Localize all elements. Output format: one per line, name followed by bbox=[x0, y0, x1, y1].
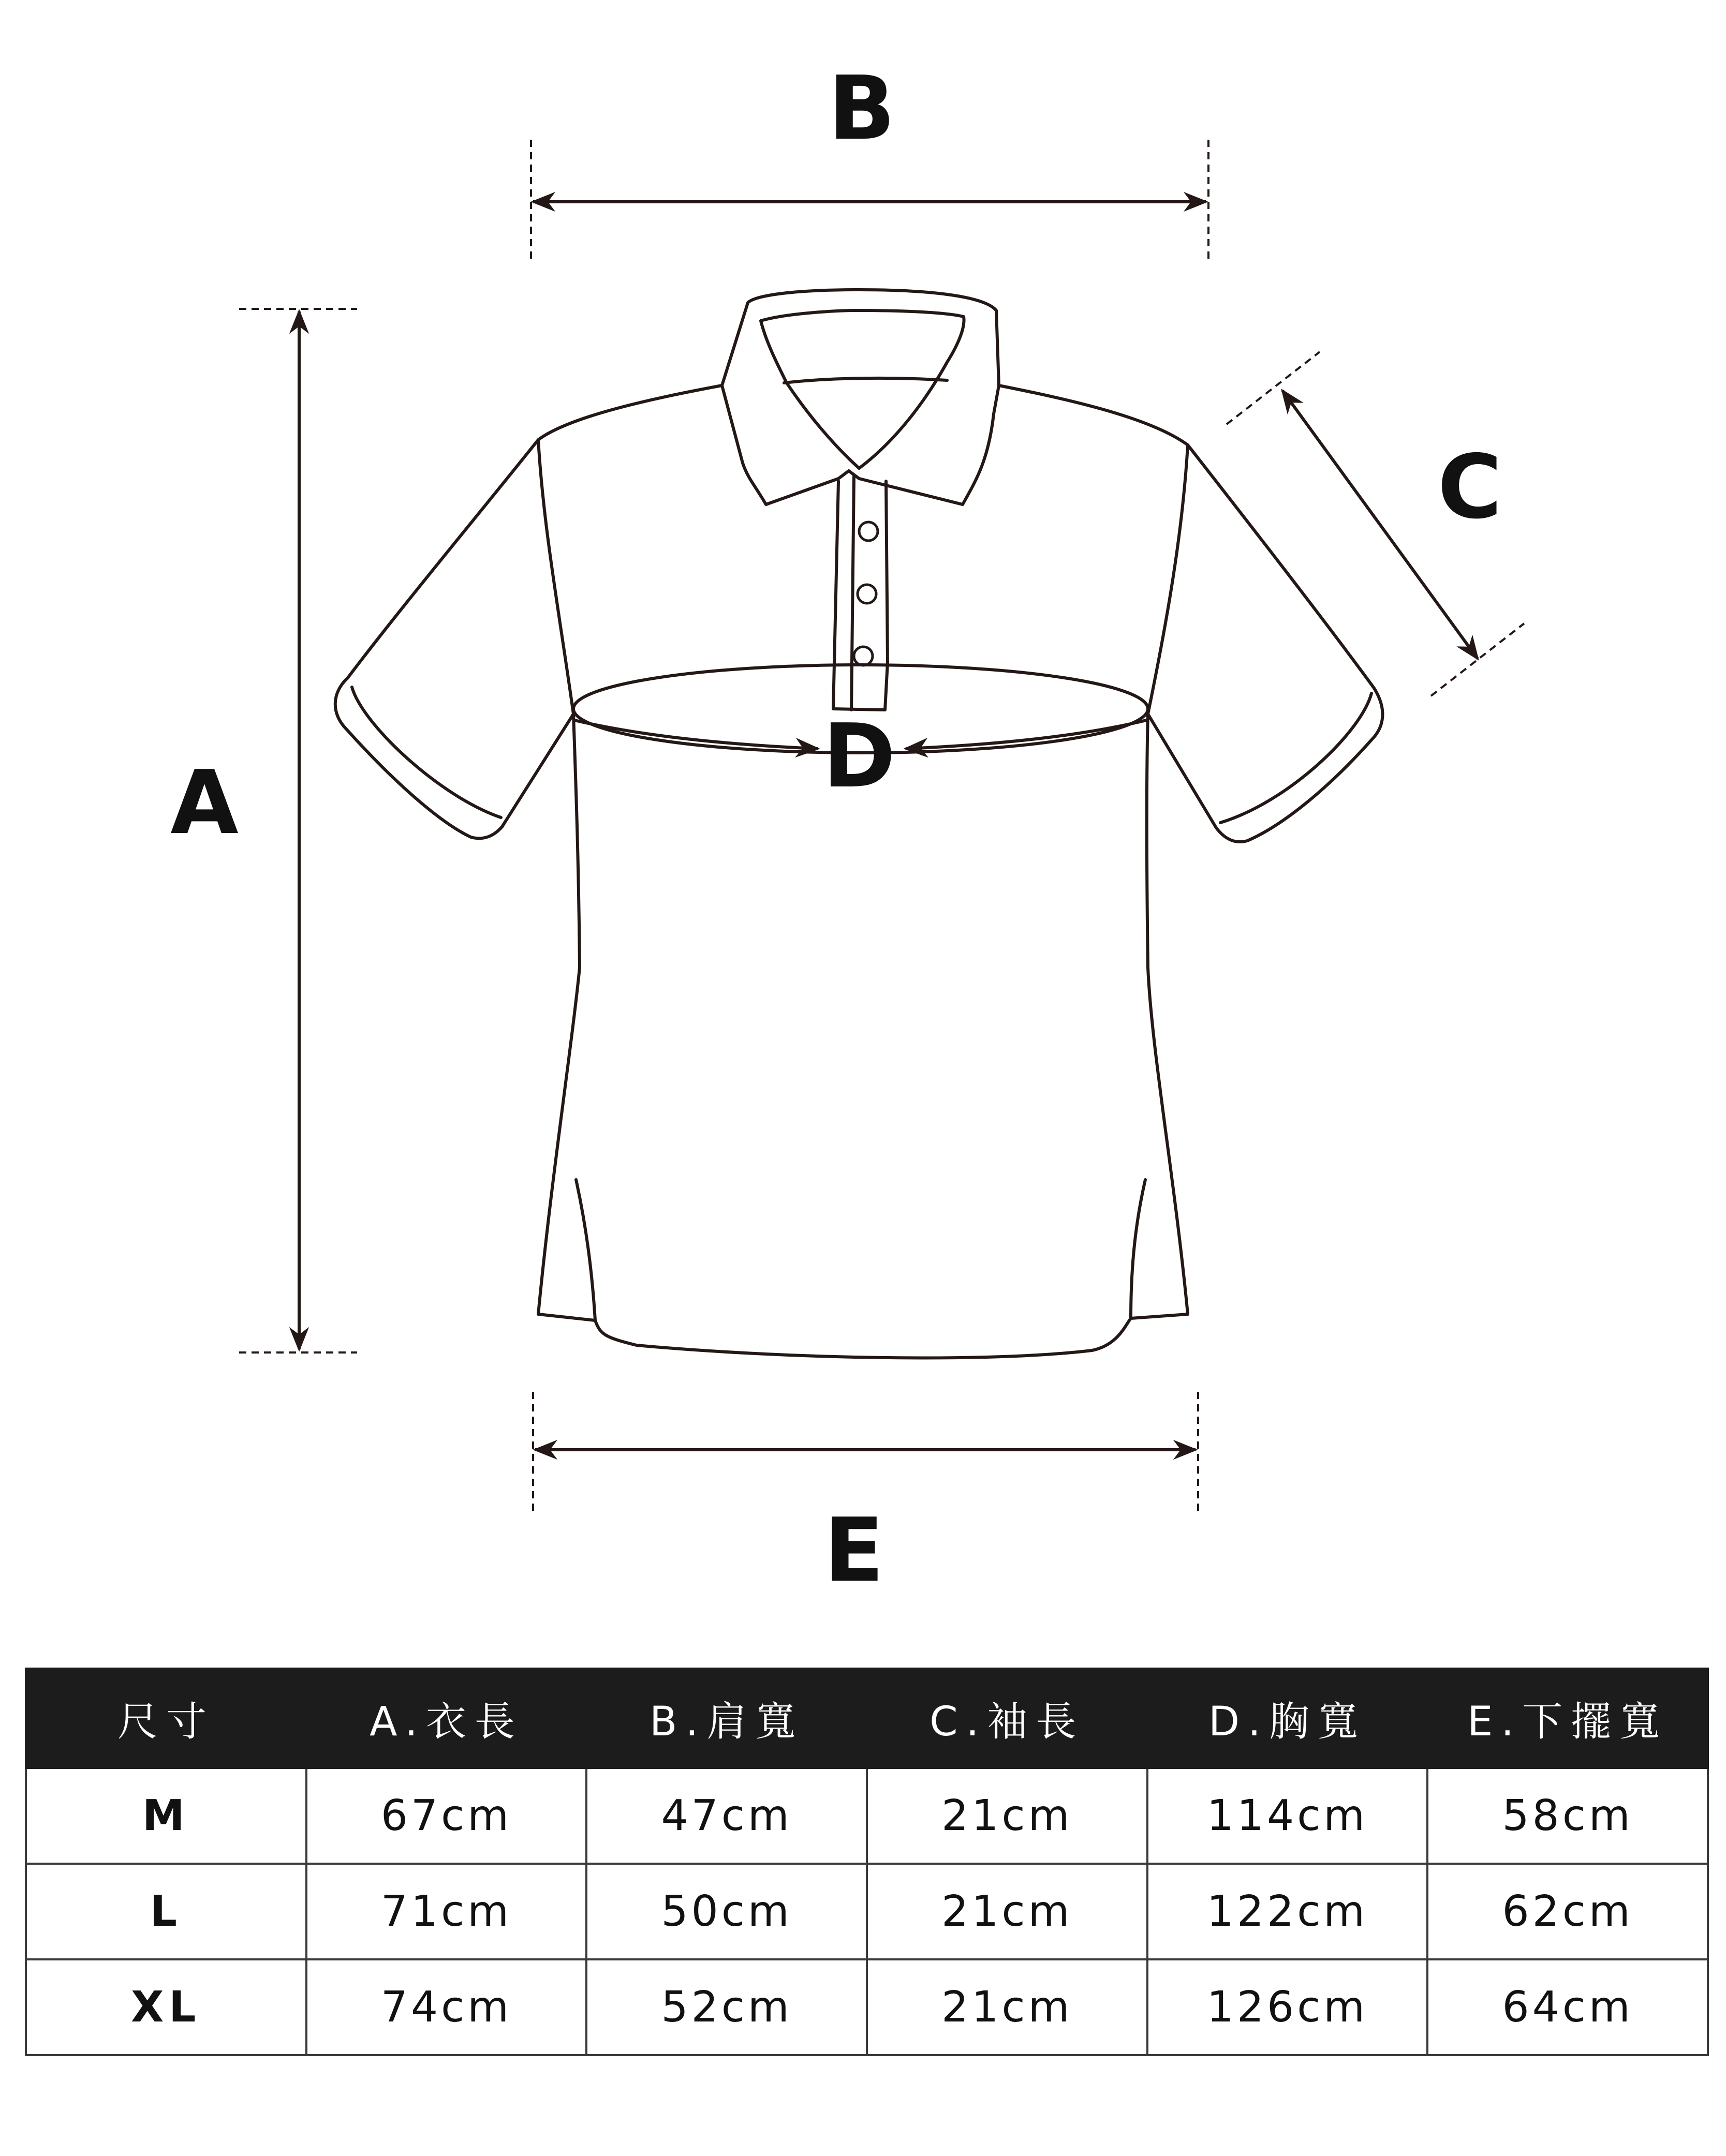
dimension-lines bbox=[239, 140, 1524, 1511]
table-cell: 114cm bbox=[1147, 1768, 1428, 1864]
buttons bbox=[854, 522, 878, 665]
button bbox=[859, 522, 878, 541]
header-shoulder: B.肩寬 bbox=[586, 1669, 867, 1768]
c-extension-bottom bbox=[1431, 623, 1524, 696]
table-row bbox=[26, 1768, 1708, 1864]
right-side-slit bbox=[1131, 1180, 1145, 1318]
table-cell: 21cm bbox=[867, 1864, 1147, 1959]
table-cell: 126cm bbox=[1147, 1959, 1428, 2055]
table-cell: 50cm bbox=[586, 1864, 867, 1959]
placket bbox=[833, 481, 888, 710]
label-b: B bbox=[828, 57, 895, 160]
button bbox=[858, 585, 876, 603]
shirt-hem bbox=[538, 1314, 1188, 1358]
table-cell: 71cm bbox=[306, 1864, 587, 1959]
table-cell: 62cm bbox=[1427, 1864, 1708, 1959]
c-extension-top bbox=[1227, 352, 1320, 424]
label-e: E bbox=[823, 1499, 884, 1602]
table-header-row bbox=[26, 1669, 1708, 1768]
shirt-outline bbox=[335, 290, 1383, 1358]
size-chart-table bbox=[25, 1668, 1709, 2056]
placket-inner-line bbox=[851, 476, 854, 710]
label-a: A bbox=[170, 752, 239, 854]
shirt-body-right bbox=[1147, 714, 1188, 1314]
right-shoulder-seam bbox=[999, 385, 1188, 714]
collar-outer bbox=[722, 290, 999, 504]
right-cuff bbox=[1220, 693, 1371, 823]
header-length: A.衣長 bbox=[306, 1669, 587, 1768]
table-cell: 74cm bbox=[306, 1959, 587, 2055]
table-cell: 58cm bbox=[1427, 1768, 1708, 1864]
left-side-slit bbox=[576, 1180, 595, 1320]
table-row bbox=[26, 1959, 1708, 2055]
header-sleeve: C.袖長 bbox=[867, 1669, 1147, 1768]
shirt-body-left bbox=[538, 714, 580, 1314]
size-cell: M bbox=[26, 1768, 306, 1864]
table-cell: 67cm bbox=[306, 1768, 587, 1864]
left-sleeve bbox=[335, 440, 573, 838]
label-d: D bbox=[822, 705, 896, 808]
size-cell: L bbox=[26, 1864, 306, 1959]
table-cell: 47cm bbox=[586, 1768, 867, 1864]
table-cell: 122cm bbox=[1147, 1864, 1428, 1959]
table-row bbox=[26, 1864, 1708, 1959]
header-hem: E.下擺寬 bbox=[1427, 1669, 1708, 1768]
table-cell: 21cm bbox=[867, 1959, 1147, 2055]
table-cell: 21cm bbox=[867, 1768, 1147, 1864]
button bbox=[854, 647, 873, 665]
size-cell: XL bbox=[26, 1959, 306, 2055]
left-shoulder-seam bbox=[538, 385, 722, 714]
collar-lapel-left bbox=[761, 321, 859, 468]
label-c: C bbox=[1437, 436, 1502, 539]
left-cuff bbox=[352, 687, 501, 817]
table-cell: 64cm bbox=[1427, 1959, 1708, 2055]
header-chest: D.胸寬 bbox=[1147, 1669, 1428, 1768]
header-size: 尺寸 bbox=[26, 1669, 306, 1768]
neckline-back bbox=[784, 378, 947, 383]
table-cell: 52cm bbox=[586, 1959, 867, 2055]
